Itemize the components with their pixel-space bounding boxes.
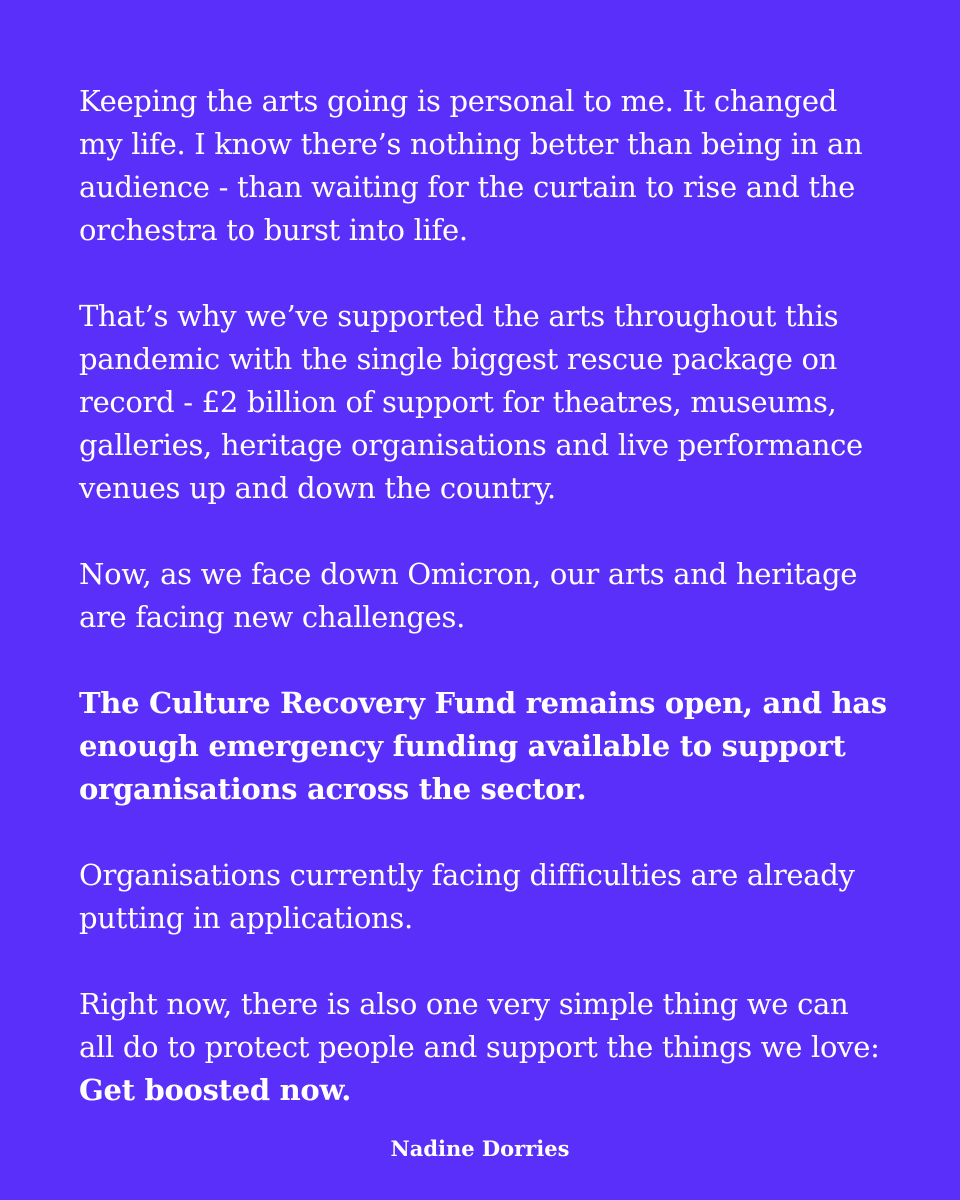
text-line: my life. I know there’s nothing better than being in an (79, 127, 863, 161)
paragraph-booster (79, 983, 909, 1112)
text-line: putting in applications. (79, 901, 413, 935)
text-line: galleries, heritage organisations and live performance (79, 428, 863, 462)
text-line: record - £2 billion of support for theatres, museums, (79, 385, 837, 419)
text-line: Right now, there is also one very simple thing we can (79, 987, 849, 1021)
text-line: pandemic with the single biggest rescue package on (79, 342, 838, 376)
text-line: That’s why we’ve supported the arts throughout this (79, 299, 839, 333)
text-line: Keeping the arts going is personal to me. It changed (79, 84, 837, 118)
text-line: orchestra to burst into life. (79, 213, 468, 247)
paragraph-omicron (79, 553, 909, 639)
paragraph-recovery-fund (79, 682, 909, 811)
text-line: The Culture Recovery Fund remains open, and has (79, 686, 887, 720)
text-line: all do to protect people and support the things we love: (79, 1030, 880, 1064)
text-line: enough emergency funding available to support (79, 729, 846, 763)
paragraph-applications (79, 854, 909, 940)
statement-body (79, 80, 909, 1155)
paragraph-support (79, 295, 909, 510)
text-line: venues up and down the country. (79, 471, 556, 505)
text-line: are facing new challenges. (79, 600, 466, 634)
signature: Nadine Dorries (390, 1136, 570, 1161)
text-line: Organisations currently facing difficulties are already (79, 858, 855, 892)
paragraph-personal (79, 80, 909, 252)
text-line: organisations across the sector. (79, 772, 587, 806)
text-line: Now, as we face down Omicron, our arts and heritage (79, 557, 858, 591)
call-to-action: Get boosted now. (79, 1073, 351, 1107)
text-line: audience - than waiting for the curtain to rise and the (79, 170, 855, 204)
